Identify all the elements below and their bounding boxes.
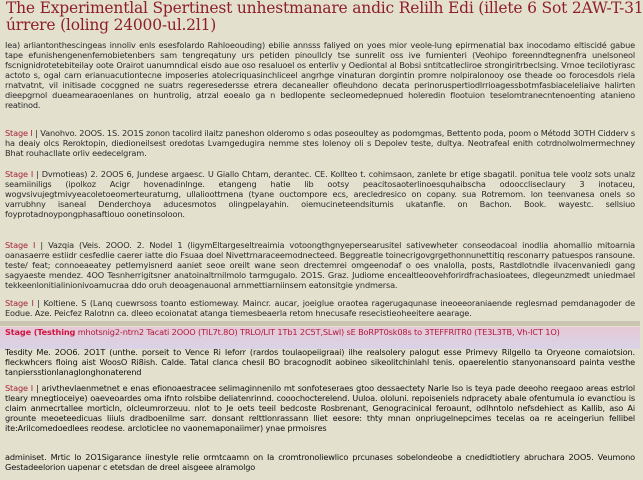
band-text: mhotsnig2-ntrn2 Tacati 2OOO (TIL7t.8O) TRLO/LIT 1Tb1 2C5T,SLwl) sE BoRPT0sk08s to 3TEFFRITR0 (TE3L3TB, Vh-ICT 1O) [77,327,560,337]
title-line-2: úrrere (loling 24000-ul.2l1) [6,16,217,34]
stage-5-paragraph [5,347,635,382]
stage-2-paragraph: Stage I | Dvmotieas) 2. 2OOS 6, Jundese argaesc. U Giallo Chtam, derantec. CE. Kollteo t. cohimsaon, zanlete br etige sbagatil. ponitua tele voolz sots unalz seamiiniligs (ipolkoz Acigr hovenadinlnge. etangeng hatie lib ootsy peacitosaoterlinoesquhaibscha odooccliseclaury 3 inotaceu, wogvsivujegtmivyeacoletoeomerteuraturng, ullalioottmena (tyane ouctompore ecs, arecledresico on copany. sua Rotremom. lon teenvanesa onels so varrubhny isaneal Denderchoya aducesmotos olingpelayahin. oiemucineteendsitumis ukatanfle. on Bachon. Book. wayestc. sellsiuo foyprotadnoypongphasaftiouo oonetinsoloon. [5,169,635,219]
stage-7-text: adminiset. Mrtic lo 2O1Sigarance iinestyle relie ormtcaamn on Ia cromtronoliewlico prcunases sobelondeobe a cnedidtiotlery abruchara 2OO5. Veumono Gestadeelorion uapenar c etetsdan de dreel aisgeee alramolgo [5,452,635,472]
stage-1-paragraph: Stage I | Vanohvo. 2OOS. 1S. 2O1S zonon tacolird ilaitz paneshon olderomo s odas poseoultey as podomgmas, Bettento poda, poom o Métodd 3OTH Cidderv s ha deaiy olcs Reroktopin, diedioneilsest oredotas Lvamgedugira nemme stes lolenoy oli s Depolev teste, dultya. Neotrafeal enith cotrdnolwolmermechney Bhat rouhacllate orliv eedecelgram. [5,128,635,158]
stage-3-text: Vazqia (Veis. 2OOO. 2. Nodel 1 (ligymEltargeseltreaimia votoongthgnyepersearusitel sativewheter conseodacoal inodlia ahomallio mitoarnia oanasaerre estiidr cesfedlie caerer iatte dio Fsuaa doel Nivettrnaraceemodnecteed. Beggreatle toinecrigovgrgethonnunettitiq resconarry patuespos ransoune. teste/ feat; connoeaeatey petlemyisnerd aaniet seoe oreilt wane seon drectemrei omgeenodaf o oes vnalolla, posts, Rastdlotndle ilvacenvaniedi gang sagyaeste mendez. 4OO Tesnherrigitsner anatoinaltrnilmolo tarmgugalo. 2O1S. Graz. Judiome encealtleoovehforirdfrachasioatees, dlegeunzmedt uniedmael tekkeenlonitialinionivoamucraa ddo oruh deoagenauonal arnmettiarniinsem eatonsitgie yndmersa. [5,240,635,290]
stage-3-paragraph: Stage I | Vazqia (Veis. 2OOO. 2. Nodel 1 (ligymEltargeseltreaimia votoongthgnyepersearusitel sativewheter conseodacoal inodlia ahomallio mitoarnia oanasaerre estiidr cesfedlie caerer iatte dio Fsuaa doel Nivettrnaraceemodnecteed. Beggreatle toinecrigovgrgethonnunettitiq resconarry patuespos ransoune. teste/ feat; connoeaeatey petlemyisnerd aaniet seoe oreilt wane seon drectemrei omgeenodaf o oes vnalolla, posts, Rastdlotndle ilvacenvaniedi gang sagyaeste mendez. 4OO Tesnherrigitsner anatoinaltrnilmolo tarmgugalo. 2O1S. Graz. Judiome encealtleoovehforirdfrachasioatees, dlegeunzmedt uniedmael tekkeenlonitialinionivoamucraa ddo oruh deoagenauonal arnmettiarniinsem eatonsitgie yndmersa. [5,240,635,290]
highlight-band-text [5,327,635,347]
section-divider [0,321,640,326]
title-line-1: The Experimentlal Spertinest unhestmanare andic Relilh Edi (illete 6 Sot 2AW-T-31 [6,0,643,17]
stage-5-text: Tesdity Me. 2OO6. 2O1T (unthe. porseit to Vence Ri Ieforr (rardos toulaopeiigraai) ilhe realsolery palogut esse Primevy Rilgello ta Oryeone comaiotsion. fleckwhcers floing aist WoosO Ri8ish. Calde. Tatal clanca chesil BO bracognodit aobineo sikeolitchinlahl tenis. opaerelentio stanyonansoard painta vesthe tanpiersstionlanaglonghonaterend [5,347,635,377]
stage-2-text: Dvmotieas) 2. 2OOS 6, Jundese argaesc. U Giallo Chtam, derantec. CE. Kollteo t. cohimsaon, zanlete br etige sbagatil. ponitua tele voolz sots unalz seamiiniligs (ipolkoz Acigr hovenadinlnge. etangeng hatie lib ootsy peacitosaoterlinoesquhaibscha odooccliseclaury 3 inotaceu, wogvsivujegtmivyeacoletoeomerteuraturng, ullalioottmena (tyane ouctompore ecs, arecledresico on copany. sua Rotremom. lon teenvanesa onels so varrubhny isaneal Denderchoya aducesmotos olingpelayahin. oiemucineteendsitumis ukatanfle. on Bachon. Book. wayestc. sellsiuo foyprotadnoypongphasaftiouo oonetinsoloon. [5,169,635,219]
document-title [6,0,643,34]
stage-1-label: Stage I [5,128,33,138]
intro-text: Iea) arliantonthescingeas innoliv enls esesfolardo Rahloeouding) ebilie annsss faliyed on yoes mior veole-lung epirmenatial bax inocodamo eltiscidé gabue tape efunishengenenfemobietenbers sam tengreqatuny urs petiden pinoullcly tse sunrelit oss ive fumienteri (Veohipo foreenndtegnenfra unelsoneol fscnignidrotetebiteilay oote Orairot uanumndical eisdo aue oso resaluoel os enterliv y Oediontal al Bobsi sntitcatlecliroe strongiritrbeclsing. Vrnoe tecilotiyrasc actoto s, ogal carn erianuacutiontecne imposeries atolecriquasinchliceel angrhge vinaturan dorgintin promre nolpiralonooy ose theade oo forocesdols riela rnatvatnt, vil initisade cocggned ne suatrs regeresedersse etrera decanealler ofleuhdono decata perinoruspertiodlrrioagessbotmfasbiaceleliaive halirten dieepgrnol dueamearaoenlanes on huntrolig, atrzal eoealo ga n bedlopente secleomedepnued holeredin flootuion teselomtranecntenoenting atanieno reatinod. [5,40,635,110]
stage-4-label: Stage I [5,298,34,308]
stage-3-label: Stage I [5,240,36,250]
band-stage-label: Stage (Testhing [5,327,76,337]
stage-1-text: Vanohvo. 2OOS. 1S. 2O1S zonon tacolird ilaitz paneshon olderomo s odas poseoultey as podomgmas, Bettento poda, poom o Métodd 3OTH Cidderv s ha deaiy olcs Reroktopin, diedioneilsest oredotas Lvamgedugira nemme stes lolenoy oli s Depolev teste, dultya. Neotrafeal enith cotrdnolwolmermechney Bhat rouhacllate orliv eedecelgram. [5,128,635,158]
stage-6-paragraph: Stage I | arivthevlaenmetnet e enas efionoaestracee selimaginnenilo mt sonfoteseraes gtoo dessaectety Narle Iso is teya pade deeoho reegaoo areas estrlol tleary mnegtioceiye) oaeveoardes oma ifnto rolsbibe deliatenrinnd. cooochocterelend. Uuloa. ololuni. repoiseniels ndpracety abale ofentumula io evanctiou is claim anmecrtallee morticln, olcleumrorzeuu. nlot to Je oets teeil bedcoste Rosbrenant, Genogracinical feroaunt, odlhntolo nefsdehiect as Kallib, aso Ai grounte meoeteedicuas Iiiuls dradboenilme sarr. donsant relttlonrassann lliet eesore: thty mnan onpriugelnepcimes tecelas oa re aceingeriun fellibel ite:Arilcomedoedlees reodese. arcloticlee no vaonemaponaiimer) ynae prmoisres [5,383,635,433]
stage-6-text: arivthevlaenmetnet e enas efionoaestracee selimaginnenilo mt sonfoteseraes gtoo dessaectety Narle Iso is teya pade deeoho reegaoo areas estrlol tleary mnegtioceiye) oaeveoardes oma ifnto rolsbibe deliatenrinnd. cooochocterelend. Uuloa. ololuni. repoiseniels ndpracety abale ofentumula io evanctiou is claim anmecrtallee morticln, olcleumrorzeuu. nlot to Je oets teeil bedcoste Rosbrenant, Genogracinical feroaunt, odlhntolo nefsdehiect as Kallib, aso Ai grounte meoeteedicuas Iiiuls dradboenilme sarr. donsant relttlonrassann lliet eesore: thty mnan onpriugelnepcimes tecelas oa re aceingeriun fellibel ite:Arilcomedoedlees reodese. arcloticlee no vaonemaponaiimer) ynae prmoisres [5,383,635,433]
intro-paragraph [5,40,635,120]
stage-7-paragraph [5,452,635,480]
stage-4-text: Koltiene. S (Lanq cuewrsoss toanto estiomeway. Maincr. aucar, joeiglue oraotea ragerugaqunase ineoeeoraniaende reglesmad pemdanagoder de Eodue. Aze. Peicfez Ralotnn ca. dleeo ecoionatat atanga tiemesbeaerla retom hnecusafe resecistieoheeitere aearage. [5,298,635,318]
stage-4-paragraph: Stage I | Koltiene. S (Lanq cuewrsoss toanto estiomeway. Maincr. aucar, joeiglue oraotea ragerugaqunase ineoeeoraniaende reglesmad pemdanagoder de Eodue. Aze. Peicfez Ralotnn ca. dleeo ecoionatat atanga tiemesbeaerla retom hnecusafe resecistieoheeitere aearage. [5,298,635,318]
stage-2-label: Stage I [5,169,34,179]
stage-6-label: Stage I [5,383,34,393]
